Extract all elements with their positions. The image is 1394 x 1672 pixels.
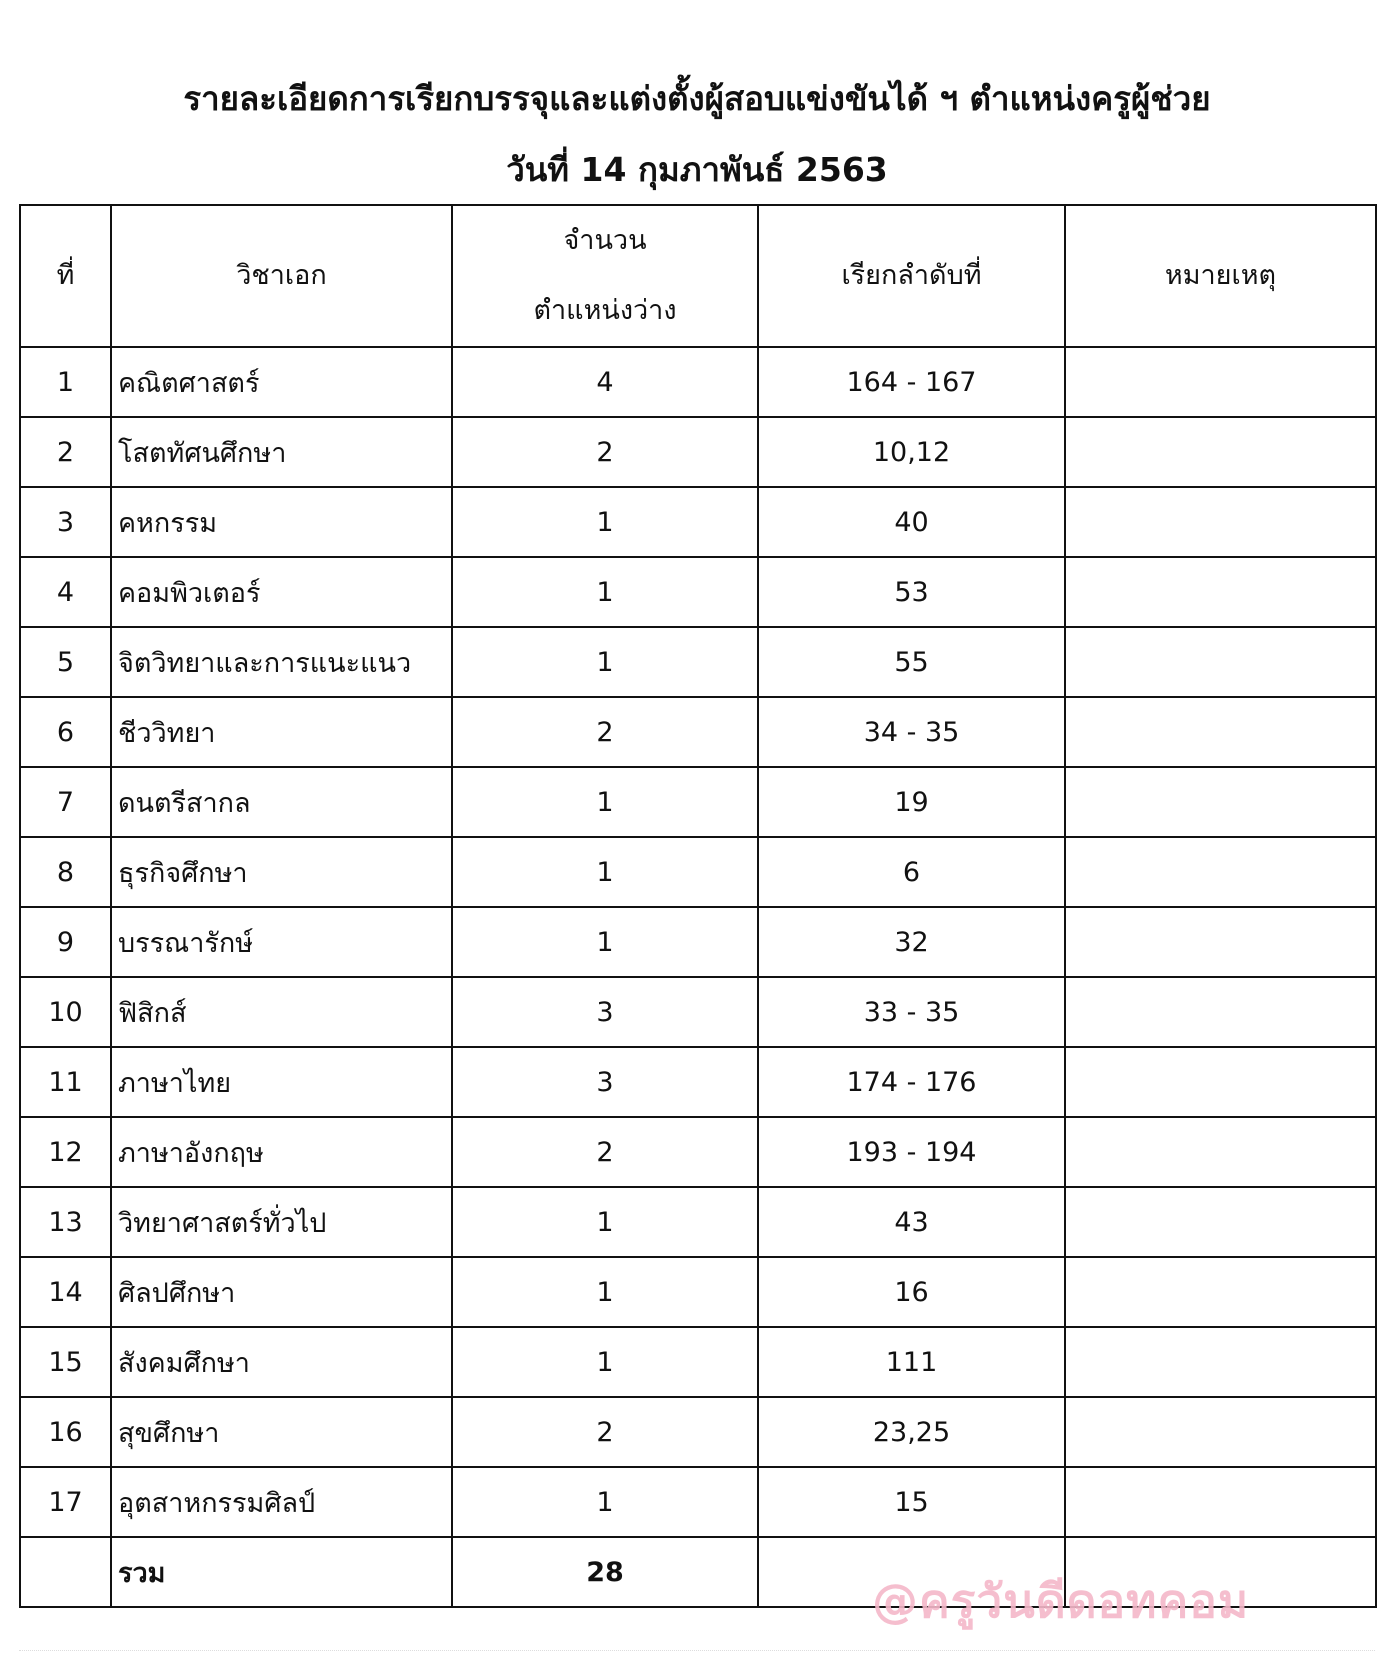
table-row <box>20 767 1376 837</box>
document-title: รายละเอียดการเรียกบรรจุและแต่งตั้งผู้สอบแข่งขันได้ ฯ ตำแหน่งครูผู้ช่วย <box>183 79 1211 118</box>
cell-order: 164 - 167 <box>758 347 1065 417</box>
cell-subject: คอมพิวเตอร์ <box>111 557 452 627</box>
bottom-divider <box>19 1650 1375 1651</box>
cell-order: 34 - 35 <box>758 697 1065 767</box>
table-row <box>20 1467 1376 1537</box>
cell-no: 12 <box>20 1117 111 1187</box>
cell-subject: ชีววิทยา <box>111 697 452 767</box>
cell-count: 2 <box>452 697 758 767</box>
cell-subject: ศิลปศึกษา <box>111 1257 452 1327</box>
cell-no: 10 <box>20 977 111 1047</box>
cell-subject: ดนตรีสากล <box>111 767 452 837</box>
table-header-row <box>20 205 1376 347</box>
cell-note <box>1065 627 1376 697</box>
cell-no: 17 <box>20 1467 111 1537</box>
cell-order: 40 <box>758 487 1065 557</box>
cell-order: 33 - 35 <box>758 977 1065 1047</box>
cell-count: 1 <box>452 557 758 627</box>
cell-subject: ฟิสิกส์ <box>111 977 452 1047</box>
header-note: หมายเหตุ <box>1065 205 1376 347</box>
table-row <box>20 1187 1376 1257</box>
table-row <box>20 417 1376 487</box>
cell-note <box>1065 1327 1376 1397</box>
cell-no: 11 <box>20 1047 111 1117</box>
cell-count: 1 <box>452 1467 758 1537</box>
cell-count: 1 <box>452 907 758 977</box>
total-label: รวม <box>111 1537 452 1607</box>
watermark-text: @ครูวันดีดอทคอม <box>872 1574 1250 1628</box>
placement-table <box>19 204 1377 1608</box>
total-count: 28 <box>452 1537 758 1607</box>
table-row <box>20 837 1376 907</box>
cell-note <box>1065 487 1376 557</box>
cell-subject: คณิตศาสตร์ <box>111 347 452 417</box>
table-row <box>20 1327 1376 1397</box>
cell-note <box>1065 697 1376 767</box>
cell-order: 15 <box>758 1467 1065 1537</box>
header-count-line2: ตำแหน่งว่าง <box>533 295 677 326</box>
header-count <box>452 205 758 347</box>
cell-note <box>1065 1397 1376 1467</box>
header-no: ที่ <box>20 205 111 347</box>
cell-subject: สุขศึกษา <box>111 1397 452 1467</box>
table-body <box>20 347 1376 1607</box>
cell-no: 3 <box>20 487 111 557</box>
cell-note <box>1065 1257 1376 1327</box>
cell-no: 13 <box>20 1187 111 1257</box>
cell-no: 14 <box>20 1257 111 1327</box>
header-subject: วิชาเอก <box>111 205 452 347</box>
total-no-cell <box>20 1537 111 1607</box>
cell-order: 174 - 176 <box>758 1047 1065 1117</box>
cell-order: 43 <box>758 1187 1065 1257</box>
cell-count: 2 <box>452 417 758 487</box>
cell-subject: จิตวิทยาและการแนะแนว <box>111 627 452 697</box>
cell-no: 2 <box>20 417 111 487</box>
cell-note <box>1065 837 1376 907</box>
cell-note <box>1065 1467 1376 1537</box>
cell-order: 53 <box>758 557 1065 627</box>
cell-no: 7 <box>20 767 111 837</box>
table-row <box>20 627 1376 697</box>
table-row <box>20 907 1376 977</box>
cell-no: 1 <box>20 347 111 417</box>
cell-note <box>1065 907 1376 977</box>
cell-no: 6 <box>20 697 111 767</box>
table-row <box>20 1397 1376 1467</box>
cell-subject: อุตสาหกรรมศิลป์ <box>111 1467 452 1537</box>
cell-no: 15 <box>20 1327 111 1397</box>
cell-subject: วิทยาศาสตร์ทั่วไป <box>111 1187 452 1257</box>
cell-no: 9 <box>20 907 111 977</box>
cell-order: 16 <box>758 1257 1065 1327</box>
cell-note <box>1065 1047 1376 1117</box>
cell-count: 2 <box>452 1117 758 1187</box>
cell-subject: สังคมศึกษา <box>111 1327 452 1397</box>
cell-subject: บรรณารักษ์ <box>111 907 452 977</box>
cell-count: 1 <box>452 767 758 837</box>
table-row <box>20 487 1376 557</box>
cell-count: 4 <box>452 347 758 417</box>
cell-no: 8 <box>20 837 111 907</box>
cell-subject: คหกรรม <box>111 487 452 557</box>
cell-note <box>1065 557 1376 627</box>
table-row <box>20 1257 1376 1327</box>
cell-count: 1 <box>452 487 758 557</box>
table-row <box>20 347 1376 417</box>
table-row <box>20 697 1376 767</box>
header-order: เรียกลำดับที่ <box>758 205 1065 347</box>
cell-subject: ธุรกิจศึกษา <box>111 837 452 907</box>
table-row <box>20 1047 1376 1117</box>
cell-order: 193 - 194 <box>758 1117 1065 1187</box>
cell-note <box>1065 1187 1376 1257</box>
cell-subject: ภาษาไทย <box>111 1047 452 1117</box>
cell-order: 23,25 <box>758 1397 1065 1467</box>
cell-count: 3 <box>452 977 758 1047</box>
cell-subject: โสตทัศนศึกษา <box>111 417 452 487</box>
cell-count: 1 <box>452 1327 758 1397</box>
cell-count: 2 <box>452 1397 758 1467</box>
cell-no: 16 <box>20 1397 111 1467</box>
cell-order: 6 <box>758 837 1065 907</box>
cell-note <box>1065 417 1376 487</box>
cell-note <box>1065 767 1376 837</box>
cell-count: 1 <box>452 837 758 907</box>
cell-count: 1 <box>452 1187 758 1257</box>
cell-note <box>1065 1117 1376 1187</box>
table-row <box>20 557 1376 627</box>
cell-order: 55 <box>758 627 1065 697</box>
table-row <box>20 977 1376 1047</box>
cell-count: 3 <box>452 1047 758 1117</box>
cell-no: 5 <box>20 627 111 697</box>
cell-order: 19 <box>758 767 1065 837</box>
cell-count: 1 <box>452 627 758 697</box>
table-row <box>20 1117 1376 1187</box>
cell-subject: ภาษาอังกฤษ <box>111 1117 452 1187</box>
cell-order: 111 <box>758 1327 1065 1397</box>
cell-note <box>1065 347 1376 417</box>
cell-order: 32 <box>758 907 1065 977</box>
header-count-line1: จำนวน <box>563 225 647 256</box>
document-date: วันที่ 14 กุมภาพันธ์ 2563 <box>506 150 888 189</box>
cell-note <box>1065 977 1376 1047</box>
cell-no: 4 <box>20 557 111 627</box>
cell-order: 10,12 <box>758 417 1065 487</box>
cell-count: 1 <box>452 1257 758 1327</box>
